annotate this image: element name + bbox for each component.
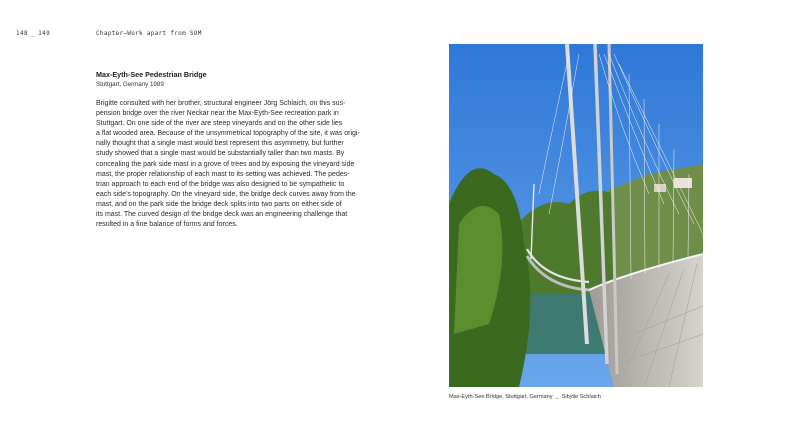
body-paragraph (96, 99, 360, 230)
bridge-photo (449, 44, 703, 387)
caption-separator: _ (555, 394, 559, 400)
chapter-header: Chapter—Work apart from SOM (96, 30, 202, 37)
body-line: study showed that a single mast would be substantially taller than two masts. By (96, 150, 345, 158)
article-title: Max-Eyth-See Pedestrian Bridge (96, 70, 207, 79)
page-number-separator: _ (31, 30, 36, 37)
body-line: pension bridge over the river Neckar near the Max-Eyth-See recreation park in (96, 110, 339, 118)
figure-caption (449, 394, 601, 400)
body-line: concealing the park side mast in a grove of trees and by exposing the vineyard side (96, 160, 355, 168)
body-line: a flat wooded area. Because of the unsymmetrical topography of the site, it was origi- (96, 130, 360, 138)
bridge-photo-illustration (449, 44, 703, 387)
body-line: Brigitte consulted with her brother, structural engineer Jörg Schlaich, on this sus- (96, 100, 346, 107)
page-number-right: 149 (38, 30, 51, 37)
body-line: nally thought that a single mast would best represent this asymmetry, but further (96, 140, 344, 148)
distant-house (674, 178, 692, 188)
body-line: trian approach to each end of the bridge was also designed to be sympathetic to (96, 180, 345, 188)
article-subtitle: Stuttgart, Germany 1989 (96, 81, 164, 88)
page-numbers (16, 30, 50, 37)
body-line: each side’s topography. On the vineyard side, the bridge deck curves away from the (96, 190, 356, 198)
body-line: its mast. The curved design of the bridge deck was an engineering challenge that (96, 211, 348, 219)
body-line: mast, and on the park side the bridge deck splits into two parts on either side of (96, 200, 342, 208)
caption-credit: Sibylle Schlaich (561, 394, 601, 400)
body-line: mast, the proper relationship of each mast to its setting was achieved. The pedes- (96, 170, 350, 178)
page-number-left: 148 (16, 30, 29, 37)
caption-text: Max-Eyth-See Bridge, Stuttgart, Germany (449, 394, 553, 400)
body-line: Stuttgart. On one side of the river are steep vineyards and on the other side lies (96, 120, 343, 128)
body-line: resulted in a fine balance of forms and forces. (96, 221, 238, 229)
